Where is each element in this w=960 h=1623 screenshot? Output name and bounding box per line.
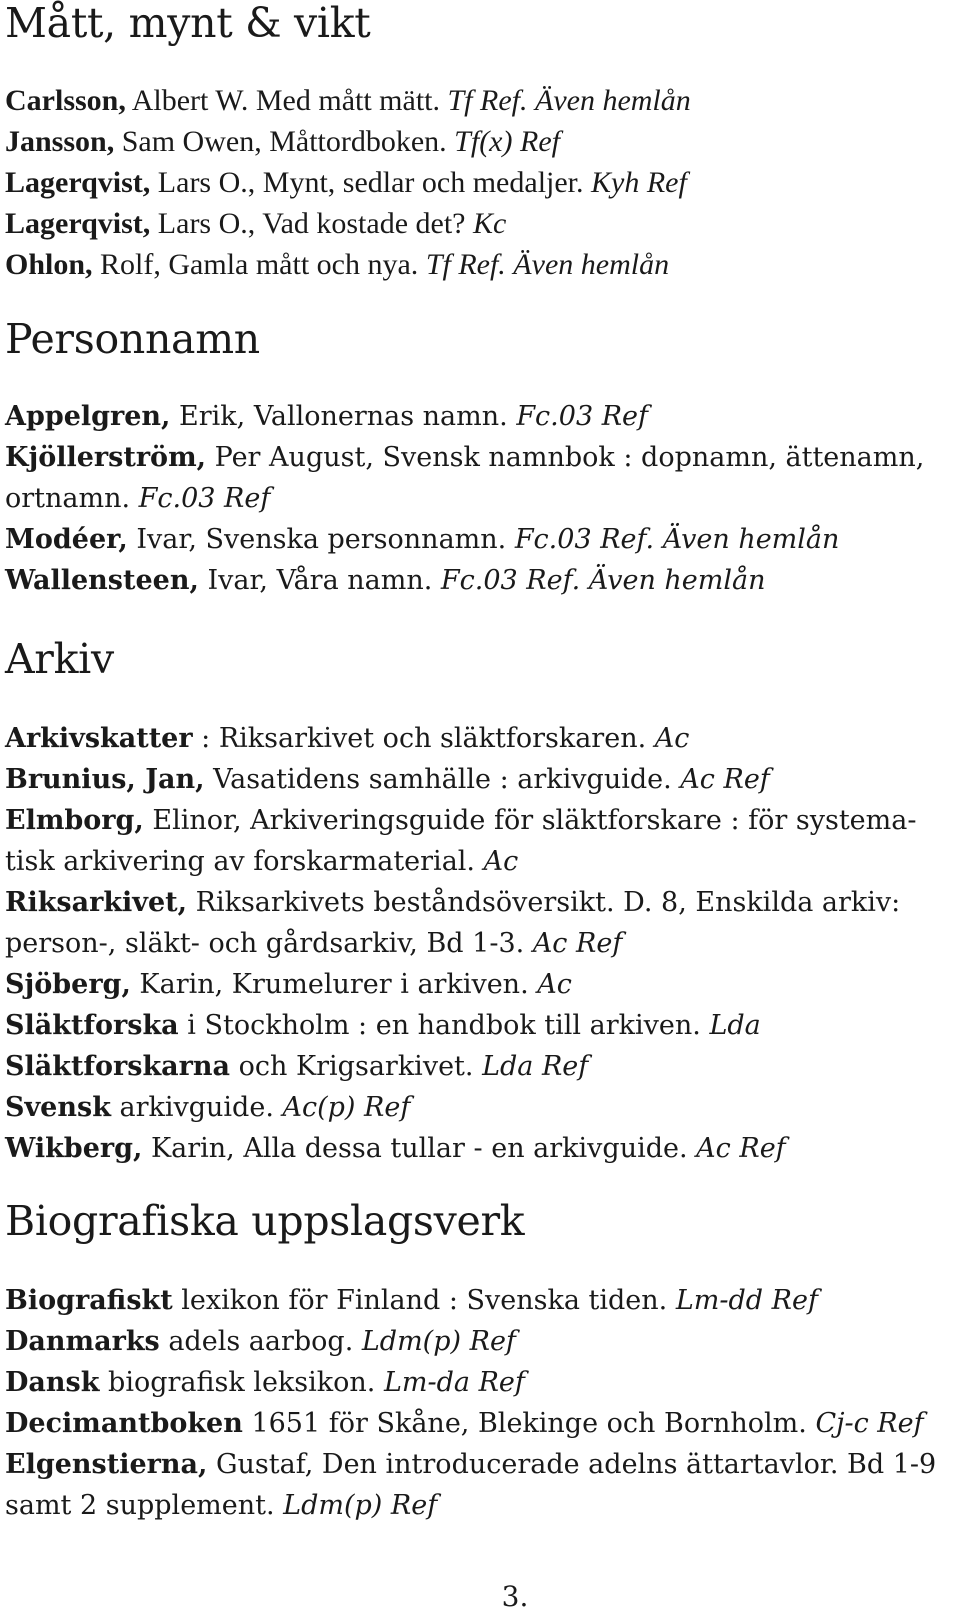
- list-item: [5, 841, 916, 882]
- entry-lead: Släktforska: [5, 1010, 179, 1041]
- list-item: [5, 1362, 936, 1403]
- entry-code: Cj-c Ref: [815, 1408, 924, 1439]
- entry-lead: Modéer,: [5, 524, 128, 555]
- entry-text: Lars O., Mynt, sedlar och medaljer.: [150, 166, 592, 199]
- entry-code: Fc.03 Ref: [516, 401, 649, 432]
- entry-text: Gustaf, Den introducerade adelns ättartavlor. Bd 1-9: [207, 1449, 937, 1480]
- entry-code: Ac: [483, 846, 519, 877]
- list-item: [5, 437, 924, 478]
- entry-lead: Sjöberg,: [5, 969, 131, 1000]
- entry-code: Ac(p) Ref: [282, 1092, 411, 1123]
- list-item: [5, 1128, 916, 1169]
- section-2: [5, 636, 916, 1169]
- entry-code: Tf Ref. Även hemlån: [447, 84, 691, 117]
- entry-text: Per August, Svensk namnbok : dopnamn, ättenamn,: [206, 442, 925, 473]
- entry-text: samt 2 supplement.: [5, 1490, 284, 1521]
- section-title: Personnamn: [5, 315, 260, 363]
- entry-lead: Brunius, Jan,: [5, 764, 205, 795]
- entry-code: Lda Ref: [482, 1051, 589, 1082]
- entry-text: och Krigsarkivet.: [230, 1051, 483, 1082]
- entry-text: 1651 för Skåne, Blekinge och Bornholm.: [242, 1408, 816, 1439]
- entry-list: [5, 718, 916, 1169]
- entry-code: Ac: [654, 723, 690, 754]
- entry-code: Ldm(p) Ref: [361, 1326, 516, 1357]
- entry-code: Kyh Ref: [591, 166, 687, 199]
- entry-lead: Arkivskatter: [5, 723, 193, 754]
- entry-text: i Stockholm : en handbok till arkiven.: [178, 1010, 710, 1041]
- entry-code: Lda: [709, 1010, 761, 1041]
- list-item: [5, 923, 916, 964]
- list-item: [5, 519, 924, 560]
- entry-text: Lars O., Vad kostade det?: [150, 207, 473, 240]
- entry-text: tisk arkivering av forskarmaterial.: [5, 846, 484, 877]
- list-item: [5, 80, 691, 121]
- list-item: [5, 1046, 916, 1087]
- entry-text: Vasatidens samhälle : arkivguide.: [204, 764, 681, 795]
- entry-text: ortnamn.: [5, 483, 139, 514]
- entry-lead: Lagerqvist,: [5, 207, 151, 240]
- list-item: [5, 1005, 916, 1046]
- page-number: 3.: [501, 1580, 529, 1613]
- entry-lead: Carlsson,: [5, 84, 126, 117]
- entry-list: [5, 396, 924, 601]
- list-item: [5, 121, 691, 162]
- entry-code: Tf(x) Ref: [454, 125, 560, 158]
- section-title: Biografiska uppslagsverk: [5, 1197, 525, 1245]
- entry-lead: Wikberg,: [5, 1133, 143, 1164]
- entry-text: arkivguide.: [110, 1092, 283, 1123]
- list-item: [5, 162, 691, 203]
- list-item: [5, 244, 691, 285]
- entry-list: [5, 1280, 936, 1526]
- entry-text: Ivar, Svenska personnamn.: [127, 524, 515, 555]
- list-item: [5, 1485, 936, 1526]
- list-item: [5, 800, 916, 841]
- entry-lead: Appelgren,: [5, 401, 171, 432]
- list-item: [5, 1321, 936, 1362]
- entry-text: Karin, Alla dessa tullar - en arkivguide.: [142, 1133, 697, 1164]
- list-item: [5, 882, 916, 923]
- entry-lead: Danmarks: [5, 1326, 160, 1357]
- entry-text: Rolf, Gamla mått och nya.: [92, 248, 426, 281]
- entry-lead: Kjöllerström,: [5, 442, 207, 473]
- entry-lead: Svensk: [5, 1092, 111, 1123]
- entry-code: Tf Ref. Även hemlån: [425, 248, 670, 281]
- list-item: [5, 203, 691, 244]
- entry-text: person-, släkt- och gårdsarkiv, Bd 1-3.: [5, 928, 533, 959]
- entry-text: Riksarkivets beståndsöversikt. D. 8, Enskilda arkiv:: [187, 887, 901, 918]
- entry-text: Erik, Vallonernas namn.: [170, 401, 517, 432]
- entry-code: Ac: [537, 969, 572, 1000]
- list-item: [5, 1087, 916, 1128]
- list-item: [5, 964, 916, 1005]
- entry-lead: Dansk: [5, 1367, 100, 1398]
- list-item: [5, 1280, 936, 1321]
- list-item: [5, 718, 916, 759]
- entry-lead: Jansson,: [5, 125, 115, 158]
- entry-code: Fc.03 Ref: [138, 483, 271, 514]
- list-item: [5, 478, 924, 519]
- section-title: Mått, mynt & vikt: [5, 0, 371, 47]
- entry-text: adels aarbog.: [159, 1326, 362, 1357]
- section-3: [5, 1198, 936, 1526]
- section-1: [5, 316, 924, 601]
- entry-text: Elinor, Arkiveringsguide för släktforskare : för systema-: [143, 805, 917, 836]
- entry-code: Ac Ref: [680, 764, 770, 795]
- entry-lead: Elmborg,: [5, 805, 144, 836]
- entry-code: Fc.03 Ref. Även hemlån: [514, 524, 840, 555]
- entry-code: Ac Ref: [532, 928, 623, 959]
- section-title: Arkiv: [5, 635, 114, 683]
- entry-code: Kc: [473, 207, 507, 240]
- entry-lead: Släktforskarna: [5, 1051, 231, 1082]
- entry-lead: Elgenstierna,: [5, 1449, 208, 1480]
- entry-code: Lm-da Ref: [383, 1367, 525, 1398]
- entry-text: : Riksarkivet och släktforskaren.: [192, 723, 655, 754]
- entry-code: Fc.03 Ref. Även hemlån: [440, 565, 766, 596]
- entry-code: Lm-dd Ref: [675, 1285, 818, 1316]
- entry-lead: Ohlon,: [5, 248, 93, 281]
- entry-lead: Biografiskt: [5, 1285, 173, 1316]
- entry-lead: Decimantboken: [5, 1408, 243, 1439]
- entry-text: biografisk leksikon.: [99, 1367, 384, 1398]
- entry-code: Ac Ref: [696, 1133, 786, 1164]
- entry-list: [5, 80, 691, 285]
- list-item: [5, 560, 924, 601]
- entry-lead: Lagerqvist,: [5, 166, 151, 199]
- entry-text: Albert W. Med mått mätt.: [125, 84, 448, 117]
- entry-text: Ivar, Våra namn.: [198, 565, 441, 596]
- list-item: [5, 1444, 936, 1485]
- entry-lead: Riksarkivet,: [5, 887, 188, 918]
- list-item: [5, 1403, 936, 1444]
- list-item: [5, 396, 924, 437]
- entry-lead: Wallensteen,: [5, 565, 199, 596]
- section-0: [5, 0, 691, 285]
- entry-text: Karin, Krumelurer i arkiven.: [130, 969, 538, 1000]
- entry-text: lexikon för Finland : Svenska tiden.: [172, 1285, 676, 1316]
- entry-text: Sam Owen, Måttordboken.: [114, 125, 455, 158]
- entry-code: Ldm(p) Ref: [283, 1490, 438, 1521]
- list-item: [5, 759, 916, 800]
